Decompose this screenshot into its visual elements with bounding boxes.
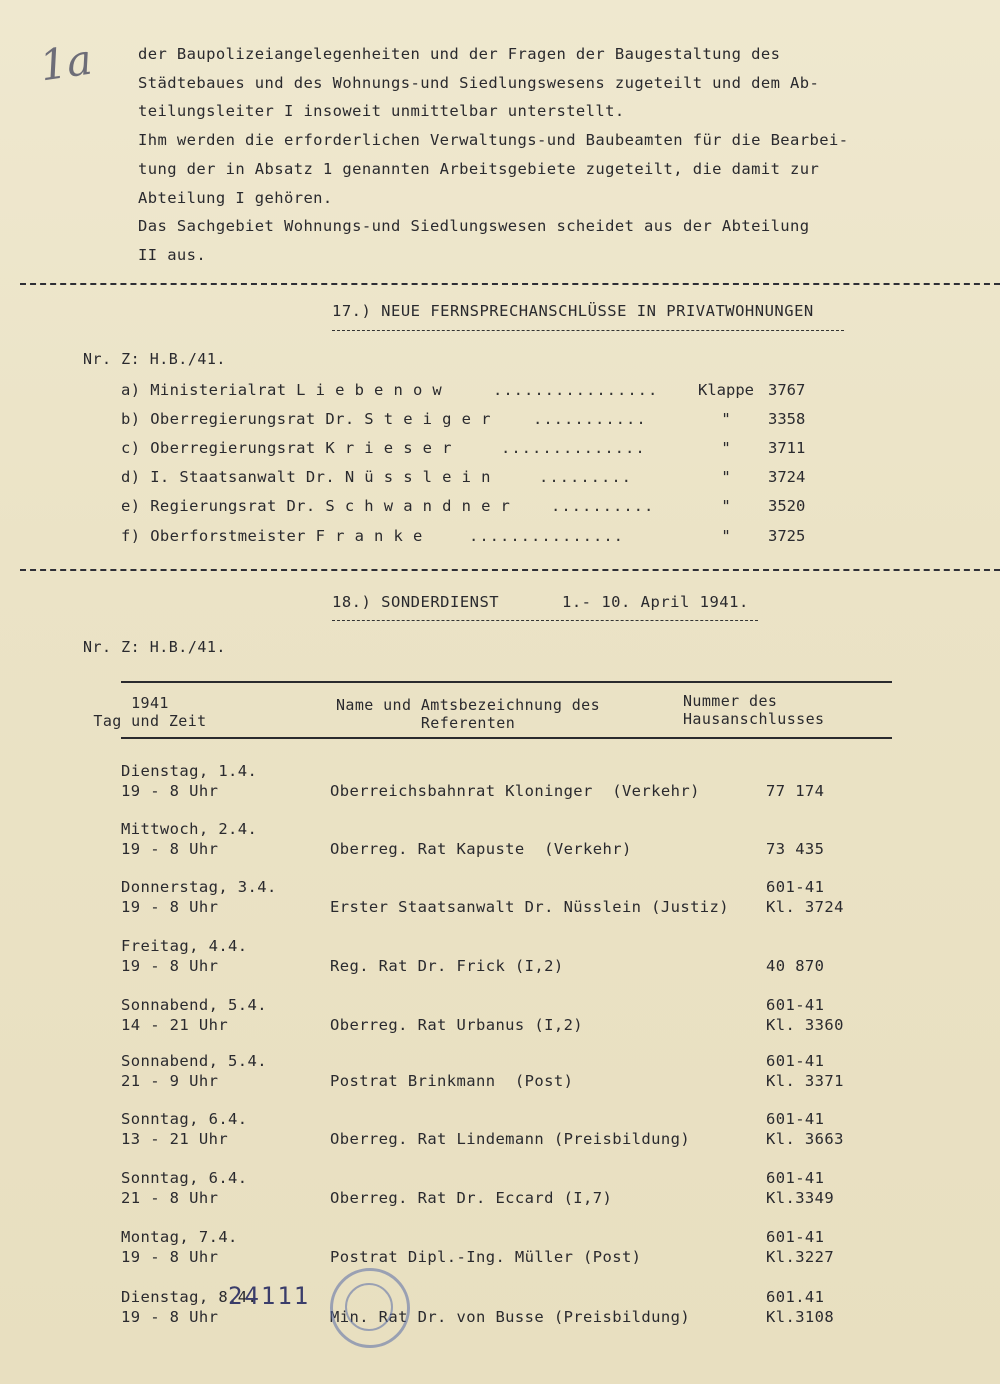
duty-time: 13 - 21 Uhr (121, 1130, 229, 1148)
extension-label: " (721, 439, 731, 457)
extension-number: Kl.3227 (766, 1248, 835, 1266)
extension-number: Kl.3349 (766, 1189, 835, 1207)
phone-number: 3520 (768, 497, 806, 515)
duty-day: Freitag, 4.4. (121, 937, 248, 955)
phone-number: 3724 (768, 468, 806, 486)
referent-name: Reg. Rat Dr. Frick (I,2) (330, 957, 564, 975)
list-item-label: a) Ministerialrat L i e b e n o w (121, 381, 443, 399)
column-header-day-time (80, 694, 220, 730)
stamped-number: 24111 (228, 1282, 311, 1310)
column-header-line: Nummer des (683, 692, 778, 710)
extension-prefix: 601.41 (766, 1288, 825, 1306)
duty-day: Sonntag, 6.4. (121, 1110, 248, 1128)
referent-name: Oberreg. Rat Kapuste (Verkehr) (330, 840, 632, 858)
duty-day: Mittwoch, 2.4. (121, 820, 258, 838)
section-17-reference: Nr. Z: H.B./41. (83, 350, 226, 368)
table-row (121, 762, 881, 806)
column-header-line: Name und Amtsbezeichnung des (335, 696, 601, 714)
referent-name: Postrat Brinkmann (Post) (330, 1072, 574, 1090)
dot-leader: .......... (551, 497, 655, 515)
phone-number: 3711 (768, 439, 806, 457)
duty-time: 21 - 9 Uhr (121, 1072, 219, 1090)
table-row (121, 820, 881, 864)
phone-number: 3767 (768, 381, 806, 399)
column-header-referent (318, 696, 618, 732)
referent-name: Postrat Dipl.-Ing. Müller (Post) (330, 1248, 642, 1266)
referent-name: Oberreg. Rat Urbanus (I,2) (330, 1016, 584, 1034)
dot-leader: ......... (539, 468, 632, 486)
extension-label: " (721, 468, 731, 486)
list-item-label: b) Oberregierungsrat Dr. S t e i g e r (121, 410, 491, 428)
phone-number: 3358 (768, 410, 806, 428)
section-divider (20, 283, 1000, 285)
referent-name: Min. Rat Dr. von Busse (Preisbildung) (330, 1308, 691, 1326)
paragraph-line: Abteilung I gehören. (138, 188, 333, 207)
extension-prefix: 601-41 (766, 1052, 825, 1070)
referent-name: Erster Staatsanwalt Dr. Nüsslein (Justiz) (330, 898, 730, 916)
paragraph-line: II aus. (138, 245, 207, 264)
extension-label: " (721, 497, 731, 515)
extension-prefix: 601-41 (766, 878, 825, 896)
intro-paragraph (138, 40, 898, 270)
table-row (121, 878, 881, 922)
list-item-label: c) Oberregierungsrat K r i e s e r (121, 439, 452, 457)
section-17-title: 17.) NEUE FERNSPRECHANSCHLÜSSE IN PRIVATWOHNUNGEN (332, 302, 814, 320)
section-18-date: 1.- 10. April 1941. (562, 593, 749, 611)
list-item-label: d) I. Staatsanwalt Dr. N ü s s l e i n (121, 468, 491, 486)
archive-stamp (330, 1268, 410, 1348)
list-item (121, 468, 841, 492)
extension-label: " (721, 410, 731, 428)
extension-number: 73 435 (766, 840, 825, 858)
extension-number: Kl. 3371 (766, 1072, 844, 1090)
paragraph-line: der Baupolizeiangelegenheiten und der Fragen der Baugestaltung des (138, 45, 781, 63)
title-underline (332, 330, 844, 331)
column-header-extension (683, 692, 843, 728)
list-item (121, 410, 841, 434)
duty-time: 19 - 8 Uhr (121, 782, 219, 800)
title-underline (332, 620, 758, 621)
list-item (121, 527, 841, 551)
extension-number: Kl.3108 (766, 1308, 835, 1326)
extension-prefix: 601-41 (766, 1169, 825, 1187)
duty-day: Sonnabend, 5.4. (121, 1052, 267, 1070)
duty-time: 19 - 8 Uhr (121, 898, 219, 916)
column-header-line: Hausanschlusses (683, 710, 825, 728)
referent-name: Oberreichsbahnrat Kloninger (Verkehr) (330, 782, 700, 800)
section-divider (20, 569, 1000, 571)
duty-day: Sonnabend, 5.4. (121, 996, 267, 1014)
handwritten-margin-note: 1a (36, 34, 95, 91)
list-item (121, 497, 841, 521)
section-18-reference: Nr. Z: H.B./41. (83, 638, 226, 656)
referent-name: Oberreg. Rat Dr. Eccard (I,7) (330, 1189, 613, 1207)
table-row (121, 1110, 881, 1154)
dot-leader: .............. (501, 439, 646, 457)
duty-day: Montag, 7.4. (121, 1228, 238, 1246)
table-row (121, 996, 881, 1040)
extension-label: Klappe (698, 381, 754, 399)
duty-time: 14 - 21 Uhr (121, 1016, 229, 1034)
extension-prefix: 601-41 (766, 1110, 825, 1128)
duty-time: 19 - 8 Uhr (121, 840, 219, 858)
extension-number: 40 870 (766, 957, 825, 975)
dot-leader: ................ (493, 381, 659, 399)
duty-time: 19 - 8 Uhr (121, 1248, 219, 1266)
extension-label: " (721, 527, 731, 545)
table-row (121, 1228, 881, 1272)
table-header-rule (121, 737, 892, 739)
paragraph-line: tung der in Absatz 1 genannten Arbeitsgebiete zugeteilt, die damit zur (138, 159, 820, 178)
list-item-label: f) Oberforstmeister F r a n k e (121, 527, 423, 545)
table-row (121, 937, 881, 981)
paragraph-line: Das Sachgebiet Wohnungs-und Siedlungswesen scheidet aus der Abteilung (138, 217, 810, 236)
column-header-line: Tag und Zeit (93, 712, 207, 730)
duty-day: Sonntag, 6.4. (121, 1169, 248, 1187)
paragraph-line: teilungsleiter I insoweit unmittelbar unterstellt. (138, 102, 625, 121)
table-row (121, 1052, 881, 1096)
section-18-title: 18.) SONDERDIENST (332, 593, 500, 611)
paragraph-line: Städtebaues und des Wohnungs-und Siedlungswesens zugeteilt und dem Ab- (138, 73, 820, 92)
dot-leader: ........... (533, 410, 647, 428)
column-header-line: Referenten (420, 714, 516, 732)
dot-leader: ............... (469, 527, 624, 545)
extension-number: Kl. 3724 (766, 898, 844, 916)
table-row (121, 1169, 881, 1213)
list-item-label: e) Regierungsrat Dr. S c h w a n d n e r (121, 497, 511, 515)
table-top-rule (121, 681, 892, 683)
phone-number: 3725 (768, 527, 806, 545)
list-item (121, 381, 841, 405)
duty-day: Donnerstag, 3.4. (121, 878, 277, 896)
stamp-inner-ring (345, 1283, 393, 1331)
list-item (121, 439, 841, 463)
extension-number: Kl. 3663 (766, 1130, 844, 1148)
duty-time: 19 - 8 Uhr (121, 1308, 219, 1326)
column-header-line: 1941 (131, 694, 169, 712)
extension-prefix: 601-41 (766, 996, 825, 1014)
duty-day: Dienstag, 8.4. (121, 1288, 258, 1306)
referent-name: Oberreg. Rat Lindemann (Preisbildung) (330, 1130, 691, 1148)
extension-number: 77 174 (766, 782, 825, 800)
duty-day: Dienstag, 1.4. (121, 762, 258, 780)
duty-time: 19 - 8 Uhr (121, 957, 219, 975)
paragraph-line: Ihm werden die erforderlichen Verwaltungs-und Baubeamten für die Bearbei- (138, 131, 849, 150)
extension-number: Kl. 3360 (766, 1016, 844, 1034)
duty-time: 21 - 8 Uhr (121, 1189, 219, 1207)
extension-prefix: 601-41 (766, 1228, 825, 1246)
